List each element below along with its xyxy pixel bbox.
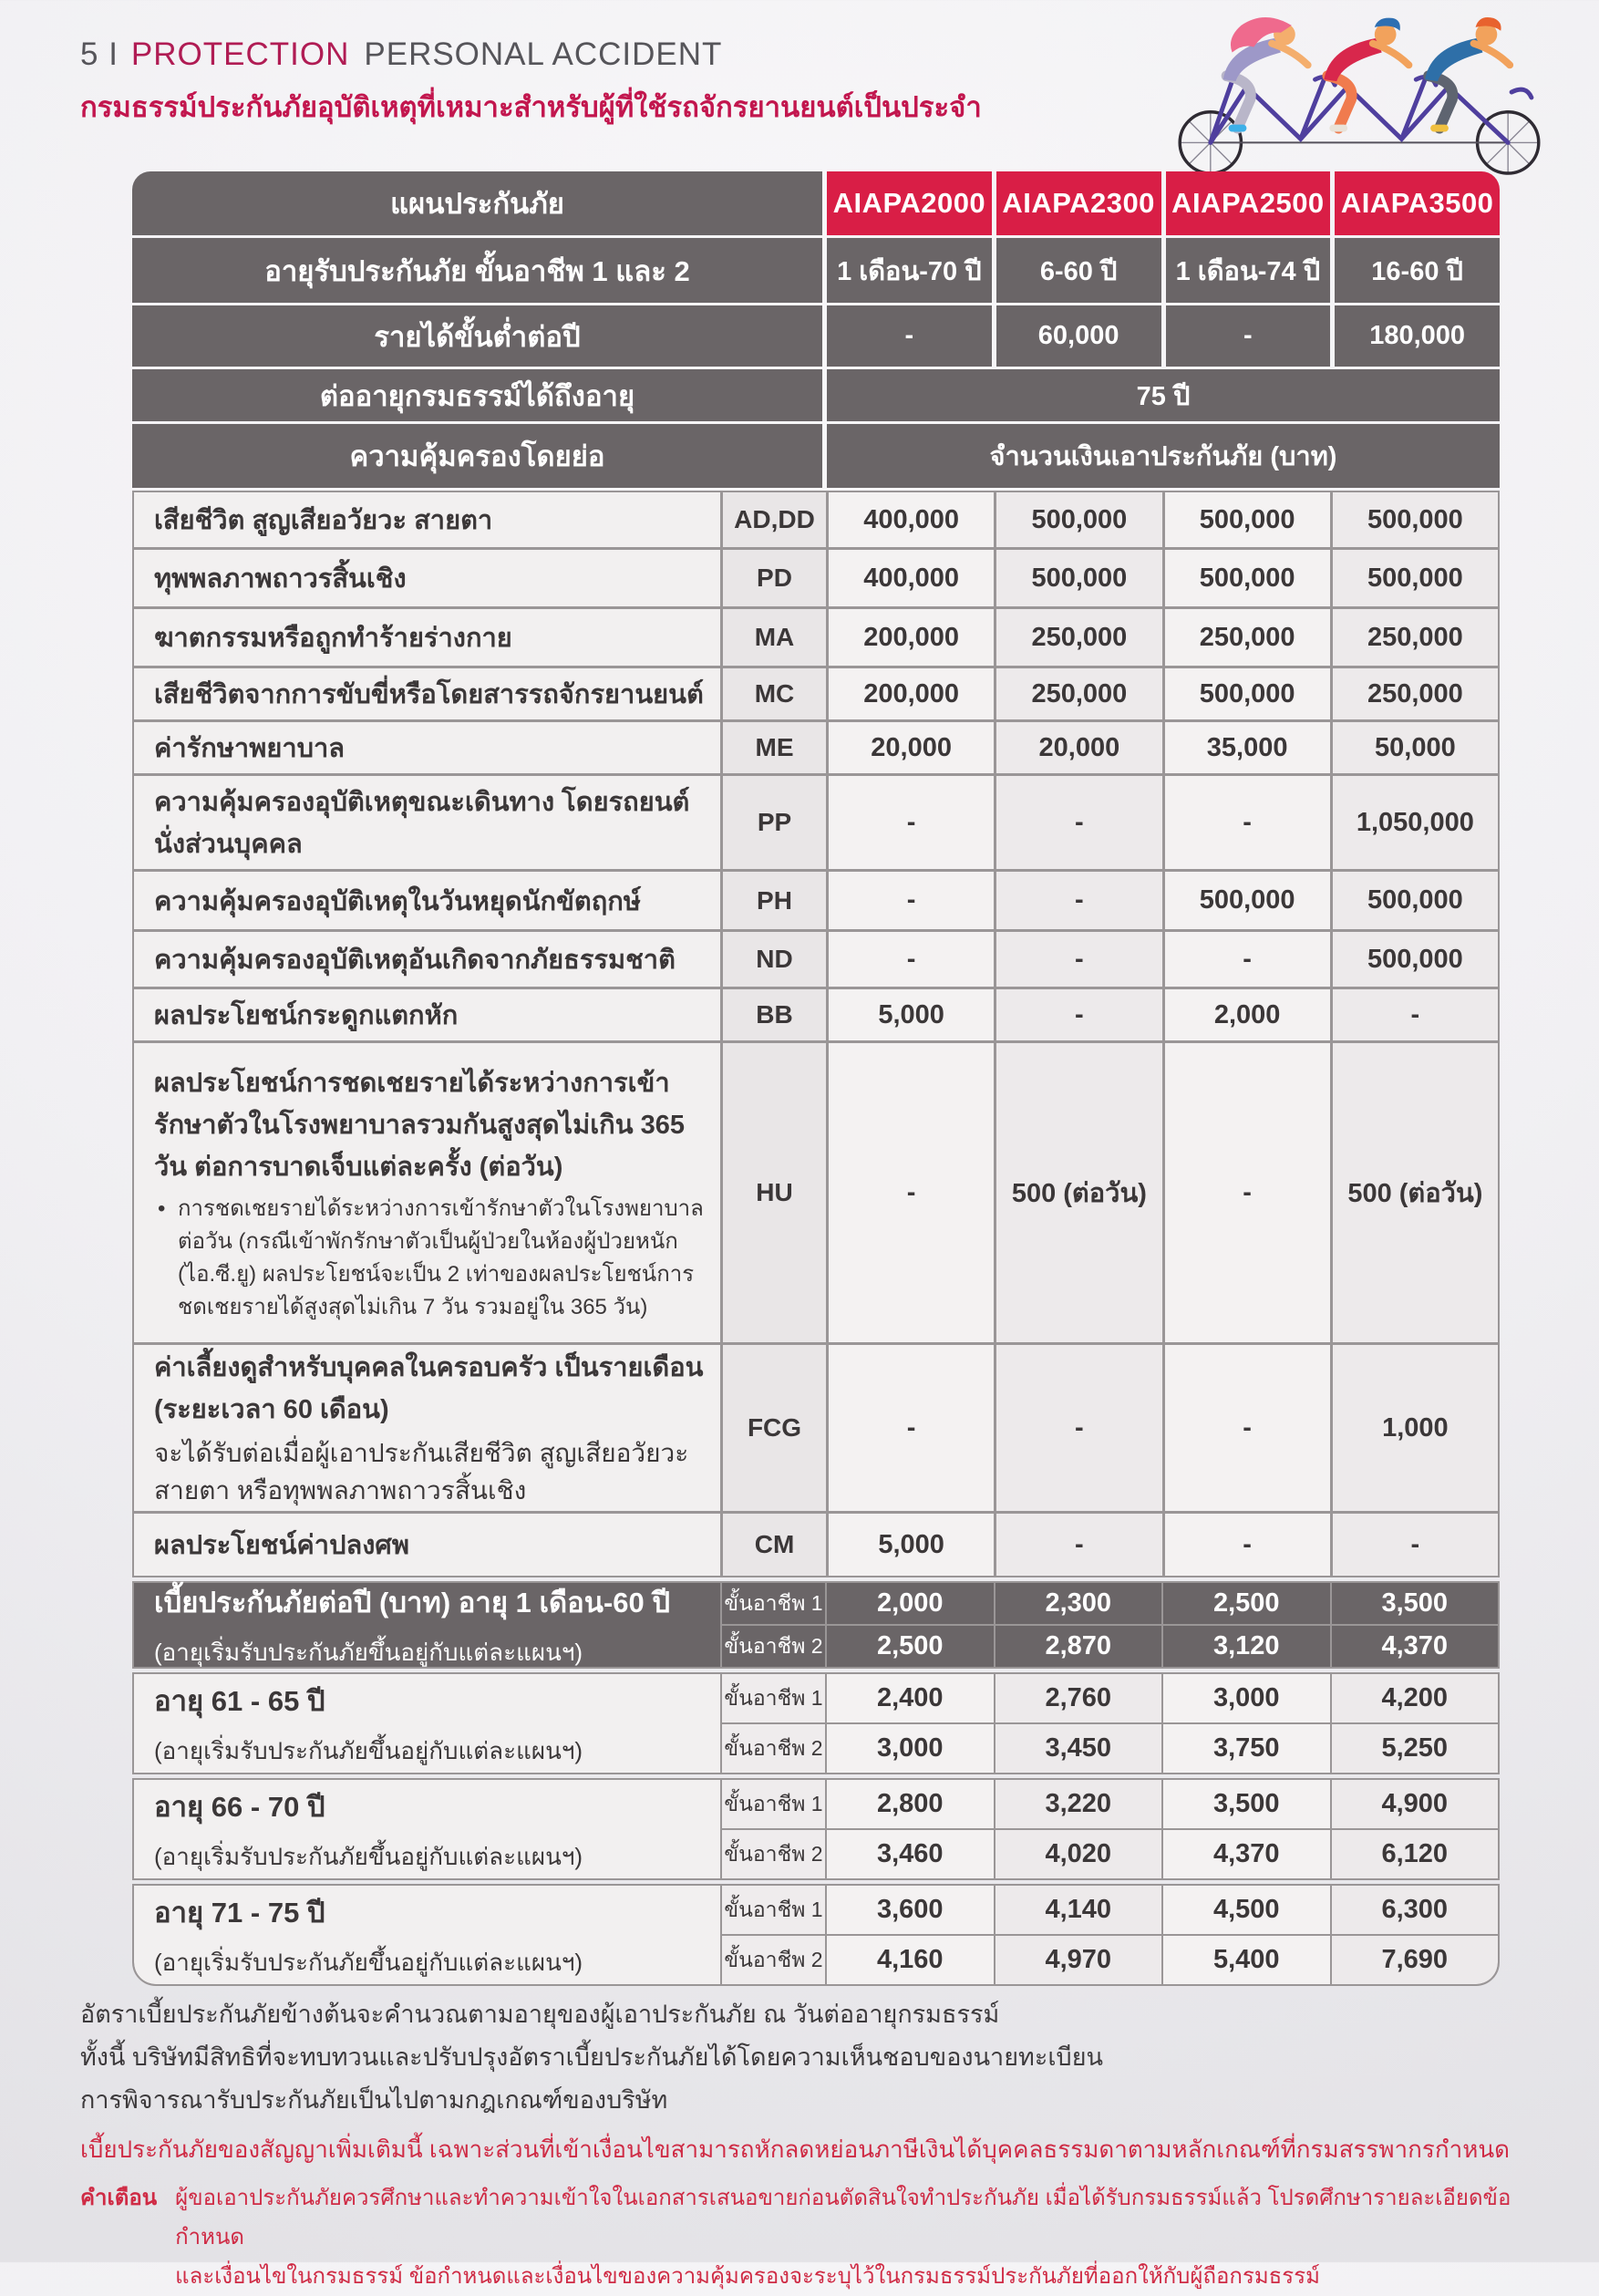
premium-value: 3,120 (1163, 1626, 1330, 1667)
occupation-class-label: ขั้นอาชีพ 2 (722, 1626, 825, 1667)
premium-value: 2,400 (827, 1674, 994, 1722)
page-header (80, 36, 722, 73)
coverage-value: 500 (ต่อวัน) (996, 1043, 1161, 1342)
coverage-value: 250,000 (1165, 609, 1330, 666)
coverage-value: 500,000 (1165, 550, 1330, 606)
income-row (132, 305, 1500, 367)
page-number: 5 I (80, 36, 119, 72)
bicycle-frame-icon (1211, 76, 1508, 142)
coverage-value: 20,000 (829, 722, 994, 773)
coverage-label: ความคุ้มครองอุบัติเหตุขณะเดินทาง โดยรถยนต์นั่งส่วนบุคคล (134, 776, 720, 869)
rider-woman-icon (1223, 17, 1308, 132)
coverage-label: ผลประโยชน์กระดูกแตกหัก (134, 989, 720, 1040)
coverage-value: 250,000 (1333, 668, 1498, 719)
plan-column-header: AIAPA2300 (996, 171, 1161, 235)
premium-value: 6,120 (1332, 1830, 1499, 1878)
coverage-value: 250,000 (996, 668, 1161, 719)
coverage-code: FCG (723, 1345, 826, 1511)
premium-value: 4,500 (1163, 1886, 1330, 1934)
coverage-value: 500,000 (1333, 932, 1498, 987)
age-value: 6-60 ปี (996, 238, 1161, 303)
coverage-value: 400,000 (829, 550, 994, 606)
coverage-label: ผลประโยชน์ค่าปลงศพ (134, 1514, 720, 1576)
sum-insured-label: จำนวนเงินเอาประกันภัย (บาท) (827, 424, 1500, 488)
coverage-value: - (1333, 1514, 1498, 1576)
coverage-code: MC (723, 668, 826, 719)
coverage-value: 500,000 (1333, 492, 1498, 547)
coverage-label-note: จะได้รับต่อเมื่อผู้เอาประกันเสียชีวิต สูญเสียอวัยวะ สายตา หรือทุพพลภาพถาวรสิ้นเชิง (154, 1439, 689, 1505)
page-title: กรมธรรม์ประกันภัยอุบัติเหตุที่เหมาะสำหรับผู้ที่ใช้รถจักรยานยนต์เป็นประจำ (80, 91, 982, 123)
premium-value: 5,250 (1332, 1724, 1499, 1773)
coverage-code: PP (723, 776, 826, 869)
premium-value: 4,200 (1332, 1674, 1499, 1722)
coverage-label: ความคุ้มครองอุบัติเหตุอันเกิดจากภัยธรรมชาติ (134, 932, 720, 987)
coverage-label: ทุพพลภาพถาวรสิ้นเชิง (134, 550, 720, 606)
age-value: 1 เดือน-70 ปี (827, 238, 992, 303)
premium-value: 3,600 (827, 1886, 994, 1934)
premium-value: 3,220 (996, 1780, 1162, 1828)
coverage-value: - (996, 932, 1161, 987)
coverage-value: 500,000 (1333, 550, 1498, 606)
coverage-value: - (996, 1345, 1161, 1511)
coverage-label: ความคุ้มครองอุบัติเหตุในวันหยุดนักขัตฤกษ์ (134, 872, 720, 929)
coverage-code: BB (723, 989, 826, 1040)
premium-band-age-61-65 (132, 1672, 1500, 1774)
renewal-row-label: ต่ออายุกรมธรรม์ได้ถึงอายุ (132, 369, 822, 421)
coverage-value: - (1333, 989, 1498, 1040)
plan-comparison-table (132, 171, 1500, 1986)
coverage-value: - (996, 776, 1161, 869)
renewal-row (132, 369, 1500, 421)
warning-text-line1: ผู้ขอเอาประกันภัยควรศึกษาและทำความเข้าใจในเอกสารเสนอขายก่อนตัดสินใจทำประกันภัย เมื่อได้รับกรมธรรม์แล้ว โปรดศึกษารายละเอียดข้อกำหนด (175, 2186, 1511, 2249)
coverage-value: - (829, 1043, 994, 1342)
coverage-label (134, 1043, 720, 1342)
coverage-code: HU (723, 1043, 826, 1342)
income-value: 180,000 (1335, 305, 1500, 367)
occupation-class-label: ขั้นอาชีพ 1 (722, 1583, 825, 1624)
premium-band-age-71-75 (132, 1884, 1500, 1986)
premium-band-age-66-70 (132, 1778, 1500, 1880)
coverage-code: PD (723, 550, 826, 606)
coverage-value: 500,000 (996, 492, 1161, 547)
premium-value: 5,400 (1163, 1936, 1330, 1984)
occupation-class-label: ขั้นอาชีพ 2 (722, 1830, 825, 1878)
coverage-label: เสียชีวิต สูญเสียอวัยวะ สายตา (134, 492, 720, 547)
footnote-line: อัตราเบี้ยประกันภัยข้างต้นจะคำนวณตามอายุของผู้เอาประกันภัย ณ วันต่ออายุกรมธรรม์ (80, 2001, 1000, 2028)
premium-value: 4,160 (827, 1936, 994, 1984)
coverage-code: MA (723, 609, 826, 666)
premium-band-title: อายุ 71 - 75 ปี (154, 1896, 325, 1929)
occupation-class-label: ขั้นอาชีพ 1 (722, 1886, 825, 1934)
premium-value: 6,300 (1332, 1886, 1499, 1934)
warning-text-line2: และเงื่อนไขในกรมธรรม์ ข้อกำหนดและเงื่อนไขของความคุ้มครองจะระบุไว้ในกรมธรรม์ประกันภัยที่ออกให้กับผู้ถือกรมธรรม์ (175, 2264, 1320, 2289)
premium-value: 2,500 (1163, 1583, 1330, 1624)
coverage-label: ฆาตกรรมหรือถูกทำร้ายร่างกาย (134, 609, 720, 666)
coverage-value: 250,000 (1333, 609, 1498, 666)
coverage-value: - (1165, 932, 1330, 987)
age-value: 1 เดือน-74 ปี (1166, 238, 1331, 303)
coverage-table-body (132, 491, 1500, 1577)
coverage-value: 1,050,000 (1333, 776, 1498, 869)
occupation-class-label: ขั้นอาชีพ 2 (722, 1936, 825, 1984)
occupation-class-label: ขั้นอาชีพ 1 (722, 1674, 825, 1722)
coverage-value: - (996, 989, 1161, 1040)
premium-band-label (134, 1780, 720, 1878)
coverage-label (134, 1345, 720, 1511)
coverage-value: - (1165, 1345, 1330, 1511)
section-label: PERSONAL ACCIDENT (364, 36, 723, 72)
premium-value: 2,000 (827, 1583, 994, 1624)
premium-value: 2,300 (996, 1583, 1162, 1624)
premium-band-title: เบี้ยประกันภัยต่อปี (บาท) อายุ 1 เดือน-60 ปี (154, 1586, 671, 1619)
coverage-code: AD,DD (723, 492, 826, 547)
plan-column-header: AIAPA2500 (1166, 171, 1331, 235)
coverage-code: ND (723, 932, 826, 987)
coverage-code: CM (723, 1514, 826, 1576)
premium-value: 2,500 (827, 1626, 994, 1667)
coverage-code: PH (723, 872, 826, 929)
premium-value: 4,020 (996, 1830, 1162, 1878)
premium-band-subtitle: (อายุเริ่มรับประกันภัยขึ้นอยู่กับแต่ละแผนฯ) (154, 1948, 583, 1976)
coverage-value: - (1165, 1043, 1330, 1342)
coverage-value: - (996, 872, 1161, 929)
occupation-class-label: ขั้นอาชีพ 1 (722, 1780, 825, 1828)
age-value: 16-60 ปี (1335, 238, 1500, 303)
coverage-label: เสียชีวิตจากการขับขี่หรือโดยสารรถจักรยานยนต์ (134, 668, 720, 719)
coverage-value: 500,000 (1165, 872, 1330, 929)
income-row-label: รายได้ขั้นต่ำต่อปี (132, 305, 822, 367)
coverage-value: 5,000 (829, 1514, 994, 1576)
premium-value: 2,760 (996, 1674, 1162, 1722)
coverage-summary-label: ความคุ้มครองโดยย่อ (132, 424, 822, 488)
coverage-value: 500,000 (1333, 872, 1498, 929)
coverage-value: 500,000 (1165, 668, 1330, 719)
brand-label: PROTECTION (130, 36, 350, 72)
coverage-value: - (829, 1345, 994, 1511)
age-row (132, 238, 1500, 303)
coverage-value: - (996, 1514, 1161, 1576)
premium-band-subtitle: (อายุเริ่มรับประกันภัยขึ้นอยู่กับแต่ละแผนฯ) (154, 1842, 583, 1870)
coverage-label-title: ค่าเลี้ยงดูสำหรับบุคคลในครอบครัว เป็นรายเดือน (ระยะเวลา 60 เดือน) (154, 1353, 704, 1425)
coverage-summary-row (132, 424, 1500, 488)
coverage-value: 1,000 (1333, 1345, 1498, 1511)
coverage-value: - (829, 776, 994, 869)
plan-column-header: AIAPA3500 (1335, 171, 1500, 235)
premium-value: 2,800 (827, 1780, 994, 1828)
coverage-label: ค่ารักษาพยาบาล (134, 722, 720, 773)
premium-value: 7,690 (1332, 1936, 1499, 1984)
premium-value: 2,870 (996, 1626, 1162, 1667)
coverage-value: 35,000 (1165, 722, 1330, 773)
premium-band-label (134, 1886, 720, 1984)
coverage-value: 500,000 (996, 550, 1161, 606)
premium-value: 3,500 (1332, 1583, 1499, 1624)
premium-value: 4,970 (996, 1936, 1162, 1984)
coverage-value: 500,000 (1165, 492, 1330, 547)
coverage-value: - (1165, 776, 1330, 869)
footnote-line: การพิจารณารับประกันภัยเป็นไปตามกฎเกณฑ์ของบริษัท (80, 2086, 668, 2114)
plan-header-label: แผนประกันภัย (132, 171, 822, 235)
premium-band-label (134, 1583, 720, 1667)
premium-band-title: อายุ 61 - 65 ปี (154, 1684, 325, 1717)
coverage-value: 500 (ต่อวัน) (1333, 1043, 1498, 1342)
premium-value: 3,000 (1163, 1674, 1330, 1722)
premium-value: 3,500 (1163, 1780, 1330, 1828)
rider-red-shirt-icon (1324, 18, 1408, 132)
tax-deduction-note: เบี้ยประกันภัยของสัญญาเพิ่มเติมนี้ เฉพาะส่วนที่เข้าเงื่อนไขสามารถหักลดหย่อนภาษีเงินได้บุคคลธรรมดาตามหลักเกณฑ์ที่กรมสรรพากรกำหนด (80, 2136, 1510, 2163)
coverage-value: 5,000 (829, 989, 994, 1040)
coverage-label-title: ผลประโยชน์การชดเชยรายได้ระหว่างการเข้ารักษาตัวในโรงพยาบาลรวมกันสูงสุดไม่เกิน 365 วัน ต่อการบาดเจ็บแต่ละครั้ง (ต่อวัน) (154, 1069, 685, 1182)
income-value: 60,000 (996, 305, 1161, 367)
coverage-value: - (829, 932, 994, 987)
coverage-value: 200,000 (829, 668, 994, 719)
coverage-value: 50,000 (1333, 722, 1498, 773)
plan-header-row (132, 171, 1500, 235)
premium-value: 3,000 (827, 1724, 994, 1773)
coverage-value: - (1165, 1514, 1330, 1576)
income-value: - (827, 305, 992, 367)
age-row-label: อายุรับประกันภัย ขั้นอาชีพ 1 และ 2 (132, 238, 822, 303)
coverage-value: 400,000 (829, 492, 994, 547)
premium-value: 4,370 (1332, 1626, 1499, 1667)
coverage-value: 20,000 (996, 722, 1161, 773)
plan-column-header: AIAPA2000 (827, 171, 992, 235)
coverage-value: 250,000 (996, 609, 1161, 666)
renewal-value: 75 ปี (827, 369, 1500, 421)
income-value: - (1166, 305, 1331, 367)
coverage-value: - (829, 872, 994, 929)
premium-value: 4,370 (1163, 1830, 1330, 1878)
premium-value: 4,900 (1332, 1780, 1499, 1828)
footnote-line: ทั้งนี้ บริษัทมีสิทธิที่จะทบทวนและปรับปรุงอัตราเบี้ยประกันภัยได้โดยความเห็นชอบของนายทะเบียน (80, 2043, 1103, 2071)
premium-band-subtitle: (อายุเริ่มรับประกันภัยขึ้นอยู่กับแต่ละแผนฯ) (154, 1736, 583, 1764)
premium-value: 3,450 (996, 1724, 1162, 1773)
warning-note (80, 2178, 1530, 2296)
coverage-code: ME (723, 722, 826, 773)
premium-band-subtitle: (อายุเริ่มรับประกันภัยขึ้นอยู่กับแต่ละแผนฯ) (154, 1638, 583, 1666)
warning-label: คำเตือน (80, 2186, 158, 2210)
premium-value: 4,140 (996, 1886, 1162, 1934)
coverage-value: 200,000 (829, 609, 994, 666)
premium-band-label (134, 1674, 720, 1773)
premium-band-title: อายุ 66 - 70 ปี (154, 1790, 325, 1823)
footnotes (80, 1993, 1530, 2296)
premium-value: 3,460 (827, 1830, 994, 1878)
premium-band-base (132, 1581, 1500, 1669)
premium-value: 3,750 (1163, 1724, 1330, 1773)
warning-text (175, 2178, 1530, 2296)
coverage-label-note: • การชดเชยรายได้ระหว่างการเข้ารักษาตัวในโรงพยาบาลต่อวัน (กรณีเข้าพักรักษาตัวเป็นผู้ป่วยในห้องผู้ป่วยหนัก (ไอ.ซี.ยู) ผลประโยชน์จะเป็น 2 เท่าของผลประโยชน์การชดเชยรายได้สูงสุดไม่เกิน 7 วัน รวมอยู่ใน 365 วัน) (154, 1193, 709, 1324)
coverage-value: 2,000 (1165, 989, 1330, 1040)
tandem-bicycle-riders-icon (1147, 13, 1572, 175)
occupation-class-label: ขั้นอาชีพ 2 (722, 1724, 825, 1773)
